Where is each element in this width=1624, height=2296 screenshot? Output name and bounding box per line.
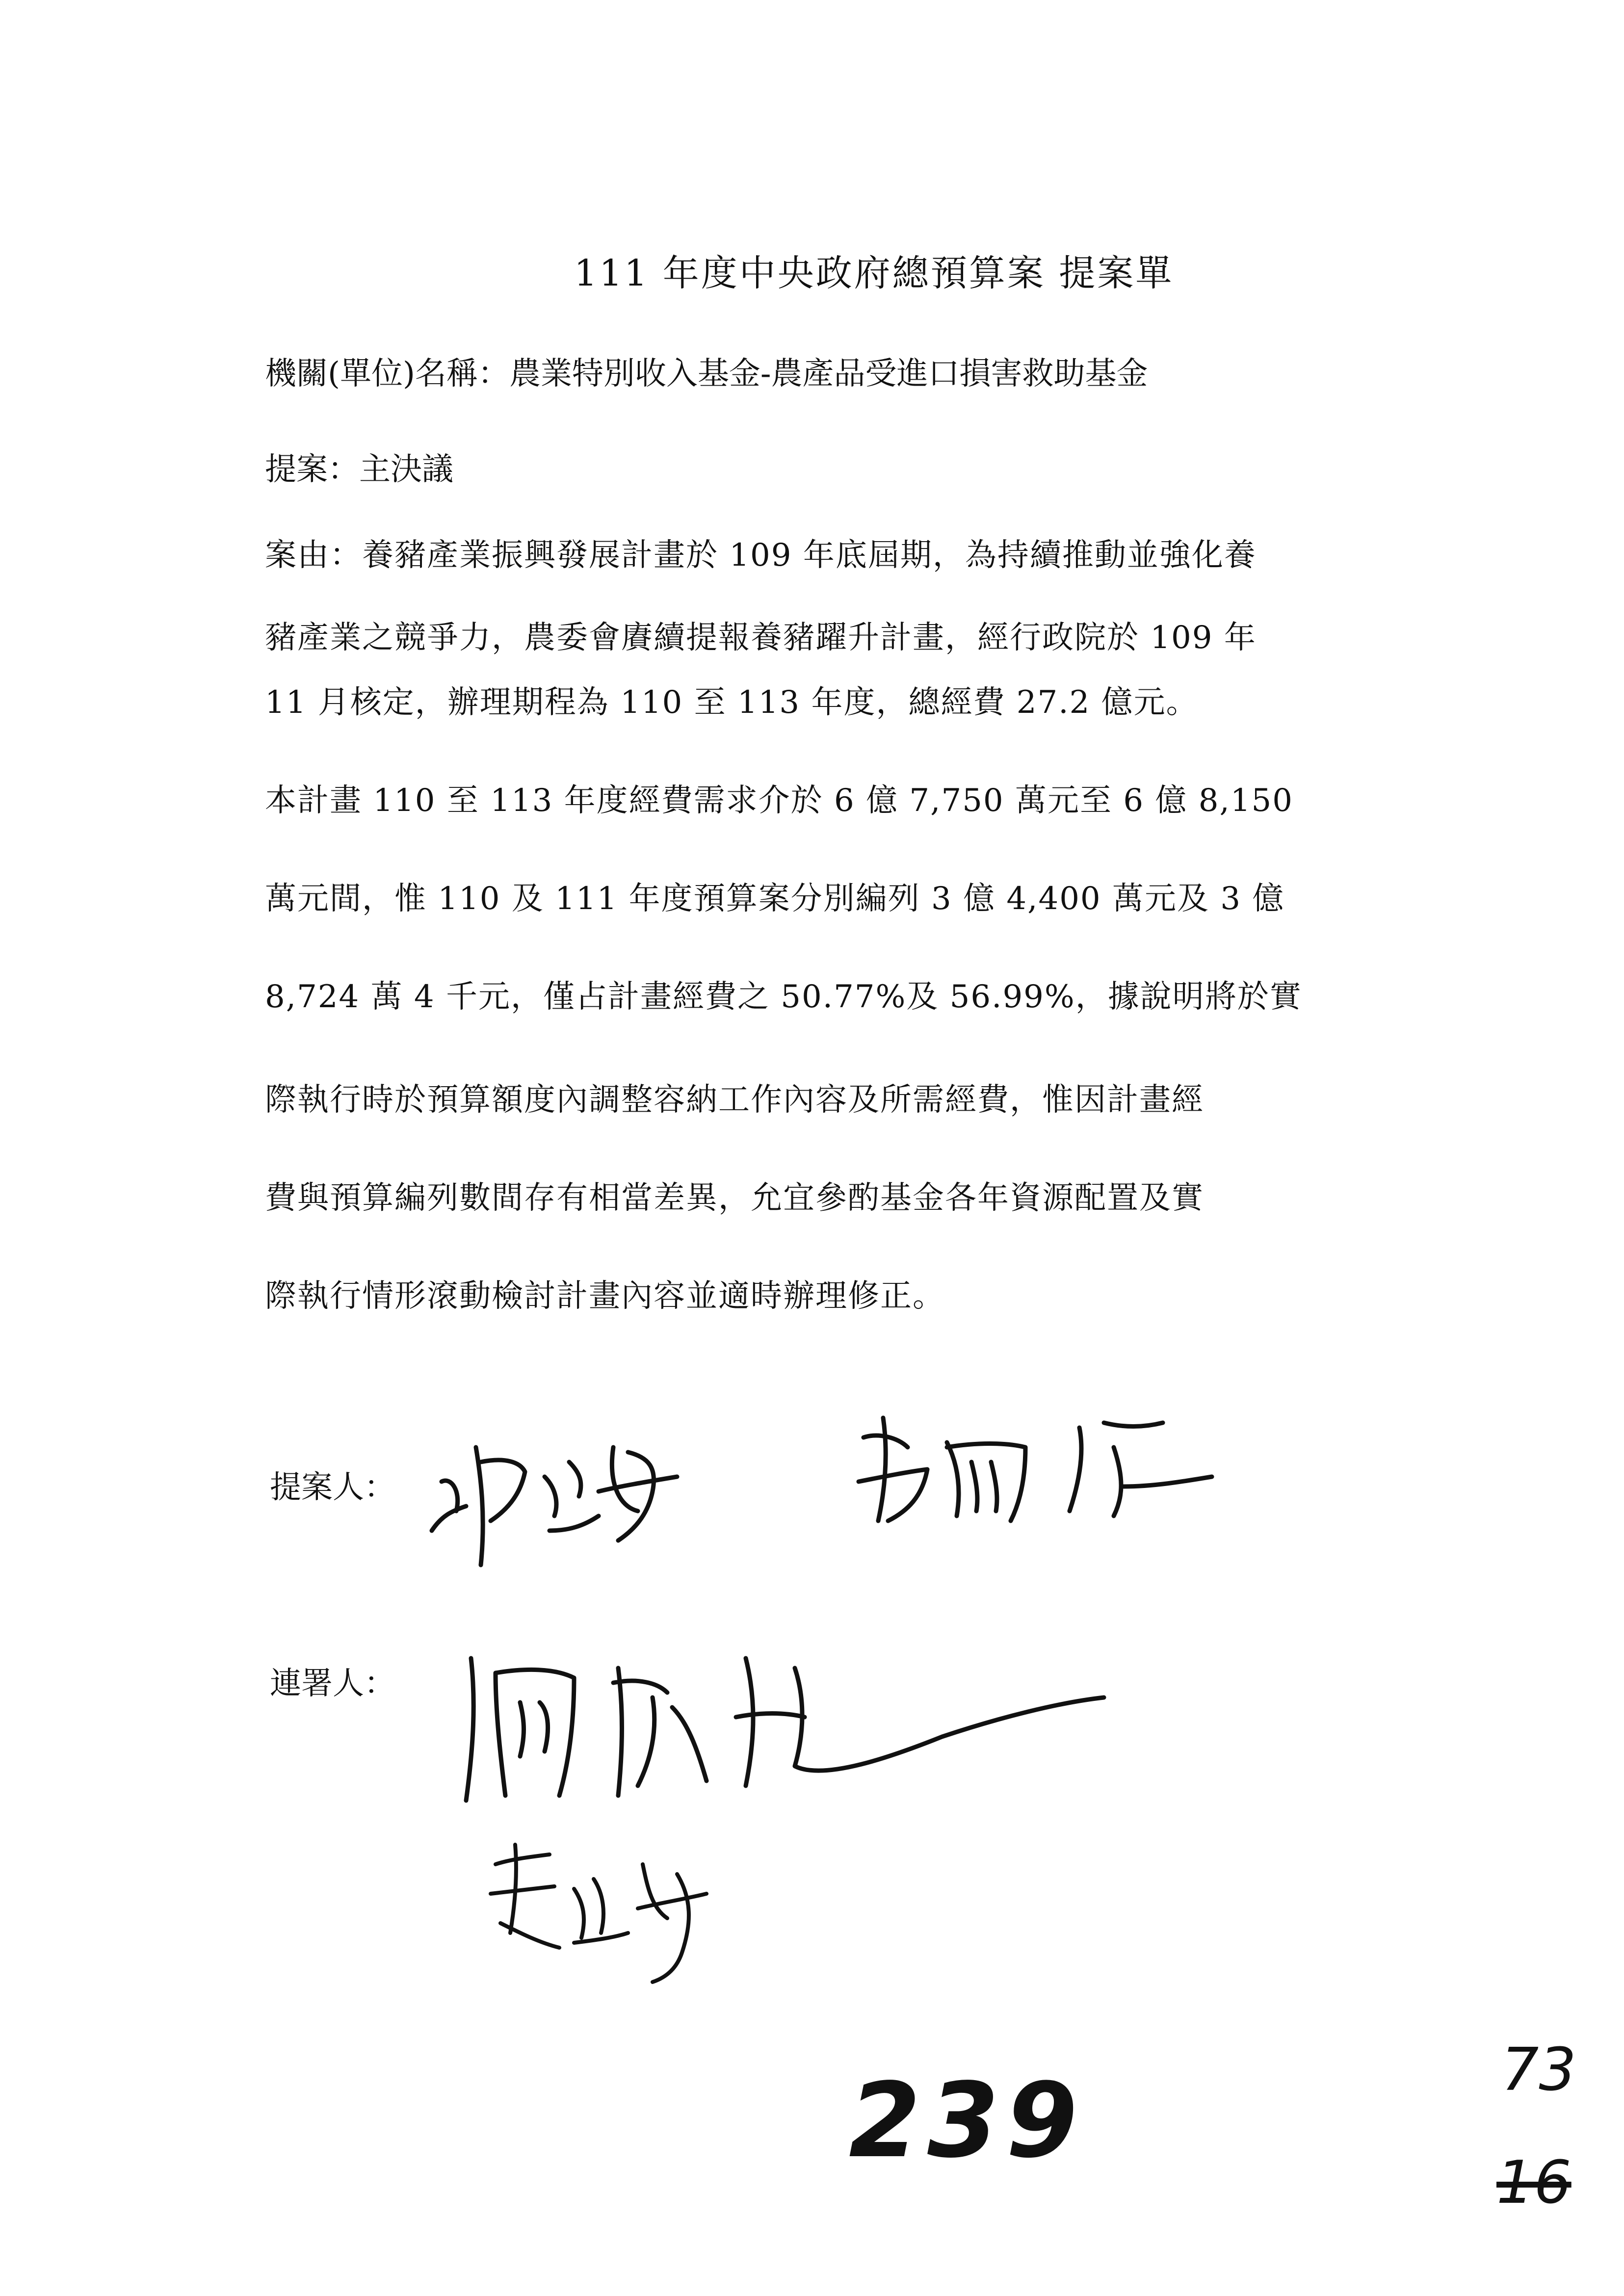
page-number: 239 [849,2061,1085,2181]
body-line: 際執行情形滾動檢討計畫內容並適時辦理修正。 [265,1278,945,1314]
body-line: 8,724 萬 4 千元，僅占計畫經費之 50.77%及 56.99%，據說明將於實 [265,979,1302,1015]
body-line: 費與預算編列數間存有相當差異，允宜參酌基金各年資源配置及實 [265,1180,1204,1216]
agency-label: 機關(單位)名稱： [265,356,509,392]
agency-line [265,358,1148,390]
body-line: 際執行時於預算額度內調整容納工作內容及所需經費，惟因計畫經 [265,1082,1204,1118]
document-title: 111 年度中央政府總預算案 提案單 [574,252,1174,294]
proposer-signature-2 [849,1408,1222,1555]
agency-value: 農業特別收入基金-農產品受進口損害救助基金 [509,356,1148,392]
proposal-line [265,451,453,488]
cosigner-label: 連署人： [270,1666,395,1702]
reason-line: 豬產業之競爭力，農委會賡續提報養豬躍升計畫，經行政院於 109 年 [265,620,1257,656]
margin-note-top: 73 [1501,2036,1576,2104]
proposal-label: 提案： [265,451,359,488]
reason-line: 案由：養豬產業振興發展計畫於 109 年底屆期，為持續推動並強化養 [265,537,1257,574]
reason-line: 11 月核定，辦理期程為 110 至 113 年度，總經費 27.2 億元。 [265,684,1199,721]
cosigner-signature-2 [481,1835,716,1992]
body-line: 本計畫 110 至 113 年度經費需求介於 6 億 7,750 萬元至 6 億 8,150 [265,783,1293,819]
body-line: 萬元間，惟 110 及 111 年度預算案分別編列 3 億 4,400 萬元及 3 億 [265,881,1285,917]
proposer-label: 提案人： [270,1469,395,1506]
proposal-value: 主決議 [359,451,453,488]
proposer-signature-1 [422,1418,697,1594]
margin-note-bottom: 16 [1496,2149,1572,2217]
cosigner-signature-1 [451,1639,1119,1825]
